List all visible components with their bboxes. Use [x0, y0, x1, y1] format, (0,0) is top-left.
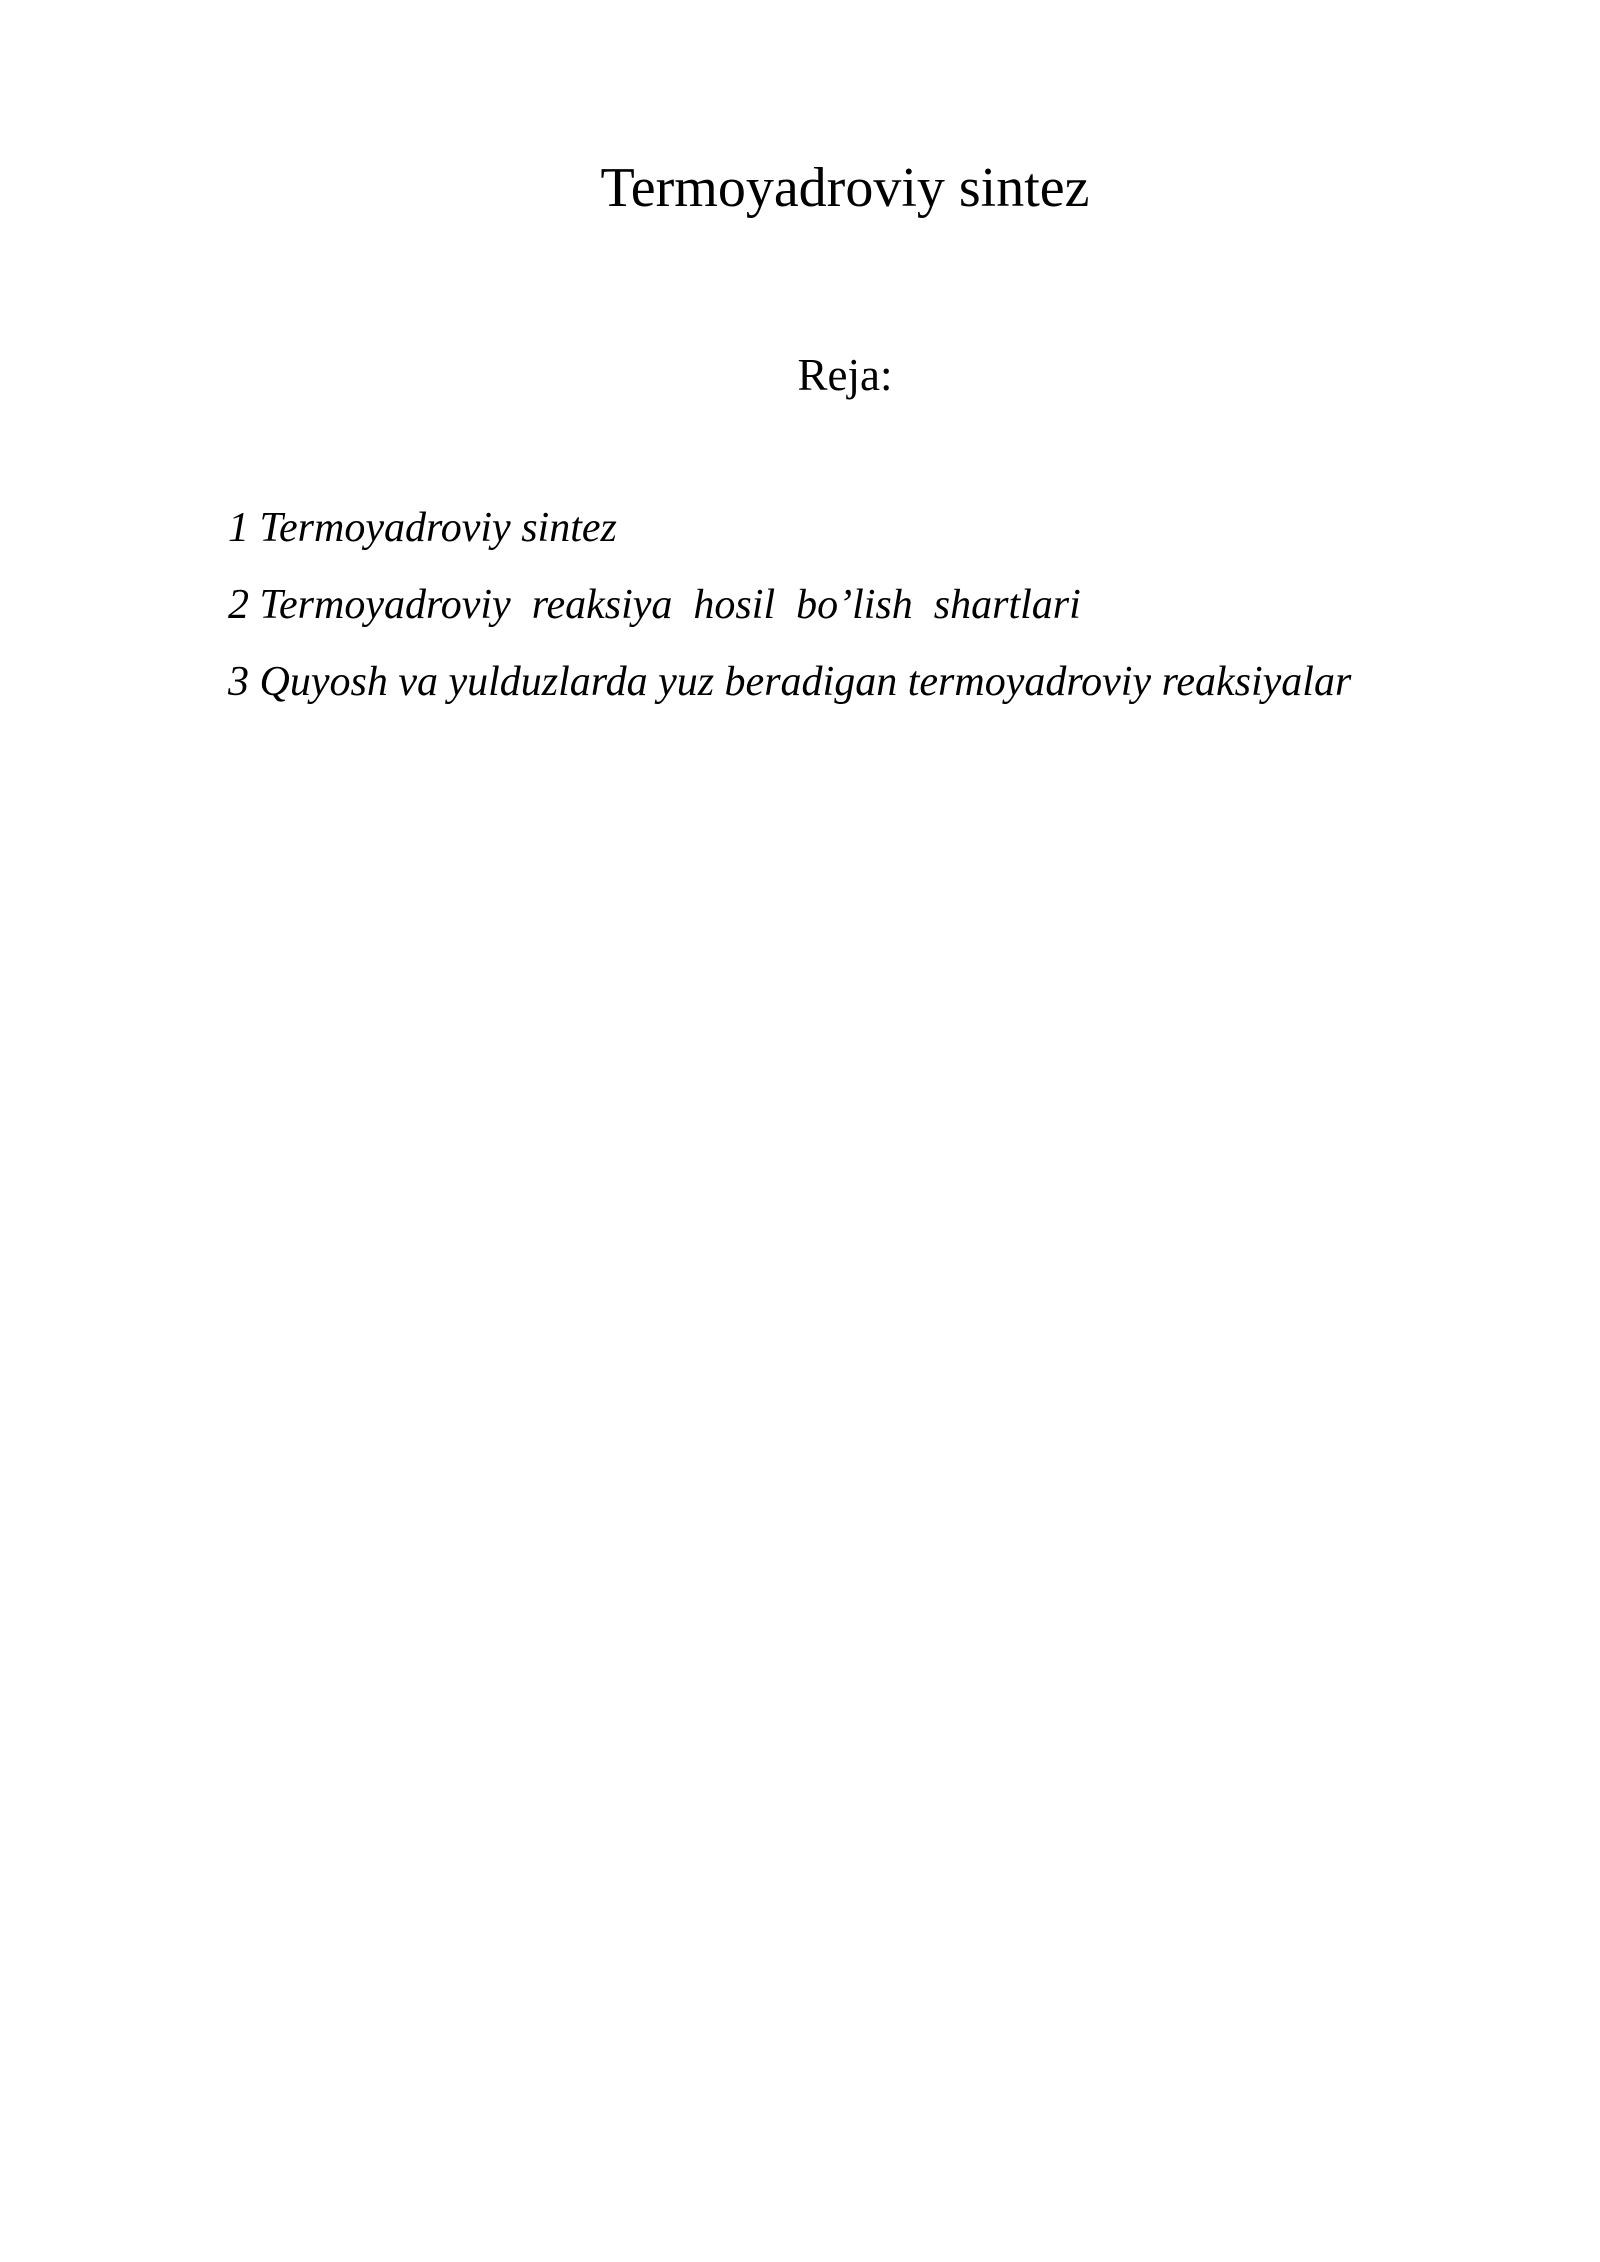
page-title: Termoyadroviy sintez	[600, 157, 1090, 219]
plan-item-2: 2 Termoyadroviy reaksiya hosil bo’lish shartlari	[228, 582, 1081, 628]
plan-item-3: 3 Quyosh va yulduzlarda yuz beradigan termoyadroviy reaksiyalar	[228, 659, 1352, 705]
plan-heading: Reja:	[797, 350, 893, 400]
plan-list	[228, 502, 1351, 733]
plan-item-1: 1 Termoyadroviy sintez	[228, 505, 617, 551]
